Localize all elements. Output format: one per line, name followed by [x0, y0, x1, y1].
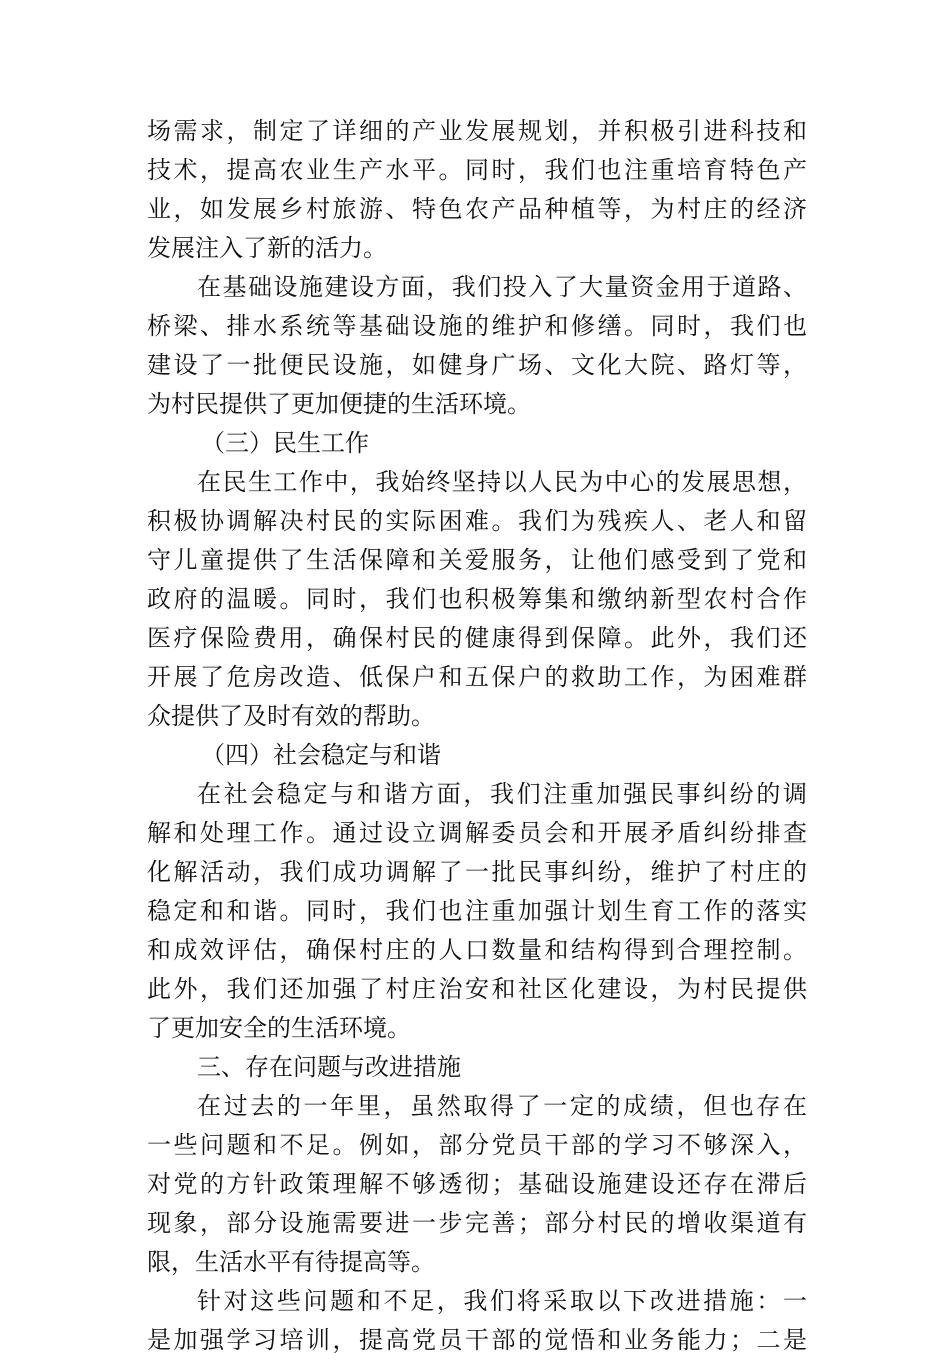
- paragraph-line: 在过去的一年里，虽然取得了一定的成绩，但也存在: [197, 1092, 807, 1120]
- paragraph-line: 在社会稳定与和谐方面，我们注重加强民事纠纷的调: [197, 780, 807, 808]
- paragraph-line: 技术，提高农业生产水平。同时，我们也注重培育特色产: [147, 156, 807, 184]
- paragraph-line: 是加强学习培训，提高党员干部的觉悟和业务能力；二是: [147, 1326, 807, 1354]
- paragraph-line: 针对这些问题和不足，我们将采取以下改进措施：一: [197, 1287, 807, 1315]
- subsection-heading: （四）社会稳定与和谐: [201, 741, 441, 769]
- paragraph-line: 限，生活水平有待提高等。: [147, 1248, 435, 1276]
- paragraph-line: 了更加安全的生活环境。: [147, 1014, 411, 1042]
- paragraph-line: 医疗保险费用，确保村民的健康得到保障。此外，我们还: [147, 624, 807, 652]
- document-body: [147, 112, 807, 1360]
- paragraph-line: 此外，我们还加强了村庄治安和社区化建设，为村民提供: [147, 975, 807, 1003]
- paragraph-line: 场需求，制定了详细的产业发展规划，并积极引进科技和: [147, 117, 807, 145]
- paragraph-line: 解和处理工作。通过设立调解委员会和开展矛盾纠纷排查: [147, 819, 807, 847]
- paragraph-line: 对党的方针政策理解不够透彻；基础设施建设还存在滞后: [147, 1170, 807, 1198]
- subsection-heading: （三）民生工作: [201, 429, 369, 457]
- paragraph-line: 为村民提供了更加便捷的生活环境。: [147, 390, 531, 418]
- paragraph-line: 现象，部分设施需要进一步完善；部分村民的增收渠道有: [147, 1209, 807, 1237]
- paragraph-line: 和成效评估，确保村庄的人口数量和结构得到合理控制。: [147, 936, 807, 964]
- paragraph-line: 开展了危房改造、低保户和五保户的救助工作，为困难群: [147, 663, 807, 691]
- paragraph-line: 化解活动，我们成功调解了一批民事纠纷，维护了村庄的: [147, 858, 807, 886]
- paragraph-line: 建设了一批便民设施，如健身广场、文化大院、路灯等，: [147, 351, 807, 379]
- paragraph-line: 众提供了及时有效的帮助。: [147, 702, 435, 730]
- paragraph-line: 守儿童提供了生活保障和关爱服务，让他们感受到了党和: [147, 546, 807, 574]
- paragraph-line: 稳定和和谐。同时，我们也注重加强计划生育工作的落实: [147, 897, 807, 925]
- paragraph-line: 一些问题和不足。例如，部分党员干部的学习不够深入，: [147, 1131, 807, 1159]
- paragraph-line: 发展注入了新的活力。: [147, 234, 387, 262]
- paragraph-line: 在基础设施建设方面，我们投入了大量资金用于道路、: [197, 273, 807, 301]
- paragraph-line: 在民生工作中，我始终坚持以人民为中心的发展思想，: [197, 468, 807, 496]
- paragraph-line: 政府的温暖。同时，我们也积极筹集和缴纳新型农村合作: [147, 585, 807, 613]
- paragraph-line: 业，如发展乡村旅游、特色农产品种植等，为村庄的经济: [147, 195, 807, 223]
- paragraph-line: 积极协调解决村民的实际困难。我们为残疾人、老人和留: [147, 507, 807, 535]
- paragraph-line: 桥梁、排水系统等基础设施的维护和修缮。同时，我们也: [147, 312, 807, 340]
- section-heading: 三、存在问题与改进措施: [197, 1053, 461, 1081]
